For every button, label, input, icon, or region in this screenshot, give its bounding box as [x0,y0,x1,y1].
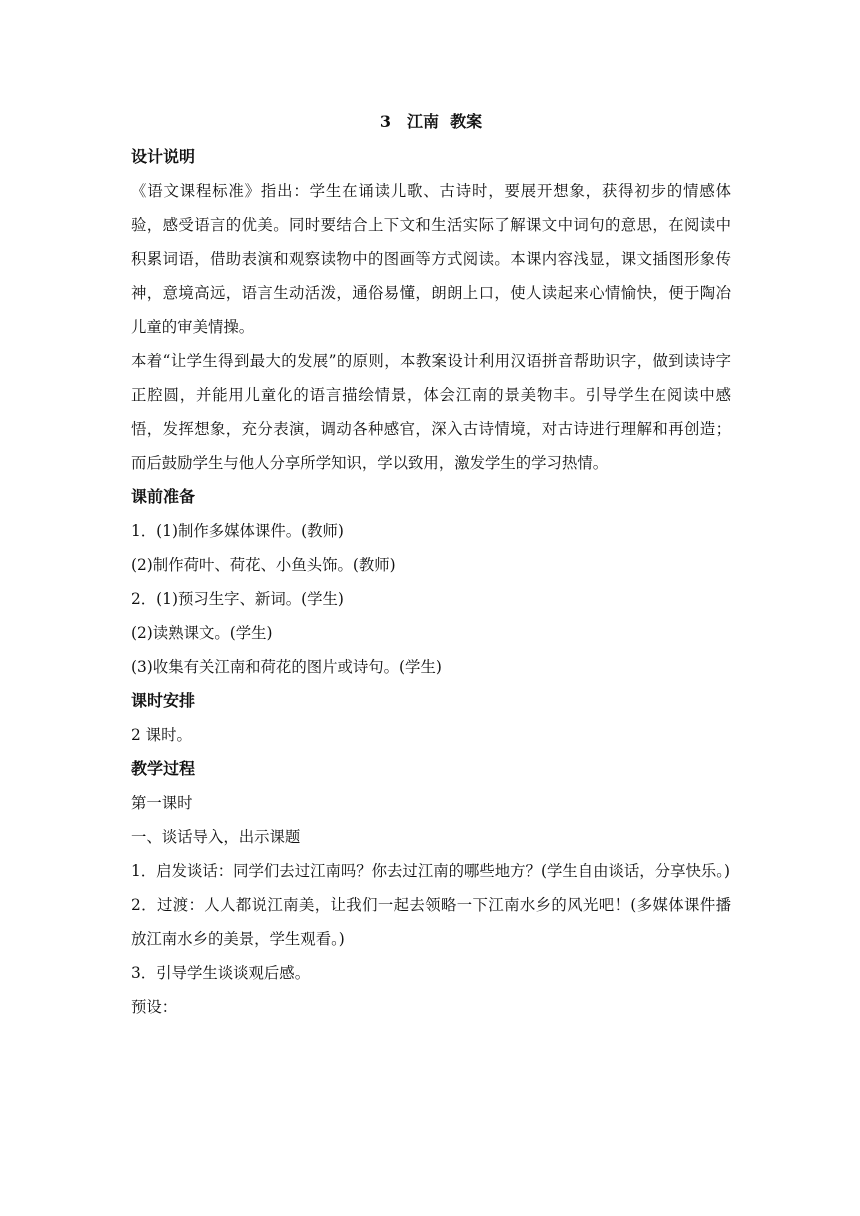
lesson-label: 第一课时 [131,794,193,812]
step-2: 2．过渡：人人都说江南美，让我们一起去领略一下江南水乡的风光吧！(多媒体课件播放江南水乡的美景，学生观看。) [131,896,731,948]
design-paragraph-2: 本着“让学生得到最大的发展”的原则，本教案设计利用汉语拼音帮助识字，做到读诗字正腔圆，并能用儿童化的语言描绘情景，体会江南的景美物丰。引导学生在阅读中感悟，发挥想象，充分表演，调动各种感官，深入古诗情境，对古诗进行理解和再创造；而后鼓励学生与他人分享所学知识，学以致用，激发学生的学习热情。 [131,352,731,472]
prep-item: (2)读熟课文。(学生) [131,624,273,642]
prep-item: (3)收集有关江南和荷花的图片或诗句。(学生) [131,658,442,676]
step-1: 1．启发谈话：同学们去过江南吗？你去过江南的哪些地方？(学生自由谈话，分享快乐。) [131,862,730,880]
schedule-text: 2 课时。 [131,726,192,744]
schedule-heading: 课时安排 [131,691,196,710]
preset-label: 预设： [131,998,178,1016]
document-page [131,104,731,1024]
step-3: 3．引导学生谈谈观后感。 [131,964,311,982]
design-heading: 设计说明 [131,147,196,166]
prep-heading: 课前准备 [131,487,196,506]
design-paragraph-1: 《语文课程标准》指出：学生在诵读儿歌、古诗时，要展开想象，获得初步的情感体验，感受语言的优美。同时要结合上下文和生活实际了解课文中词句的意思，在阅读中积累词语，借助表演和观察读物中的图画等方式阅读。本课内容浅显，课文插图形象传神，意境高远，语言生动活泼，通俗易懂，朗朗上口，使人读起来心情愉快，便于陶冶儿童的审美情操。 [131,182,731,336]
prep-item: 1．(1)制作多媒体课件。(教师) [131,522,344,540]
process-heading: 教学过程 [131,759,196,778]
document-title: 3 江南 教案 [379,112,483,131]
prep-item: 2．(1)预习生字、新词。(学生) [131,590,344,608]
prep-item: (2)制作荷叶、荷花、小鱼头饰。(教师) [131,556,396,574]
step-one-heading: 一、谈话导入，出示课题 [131,828,301,846]
